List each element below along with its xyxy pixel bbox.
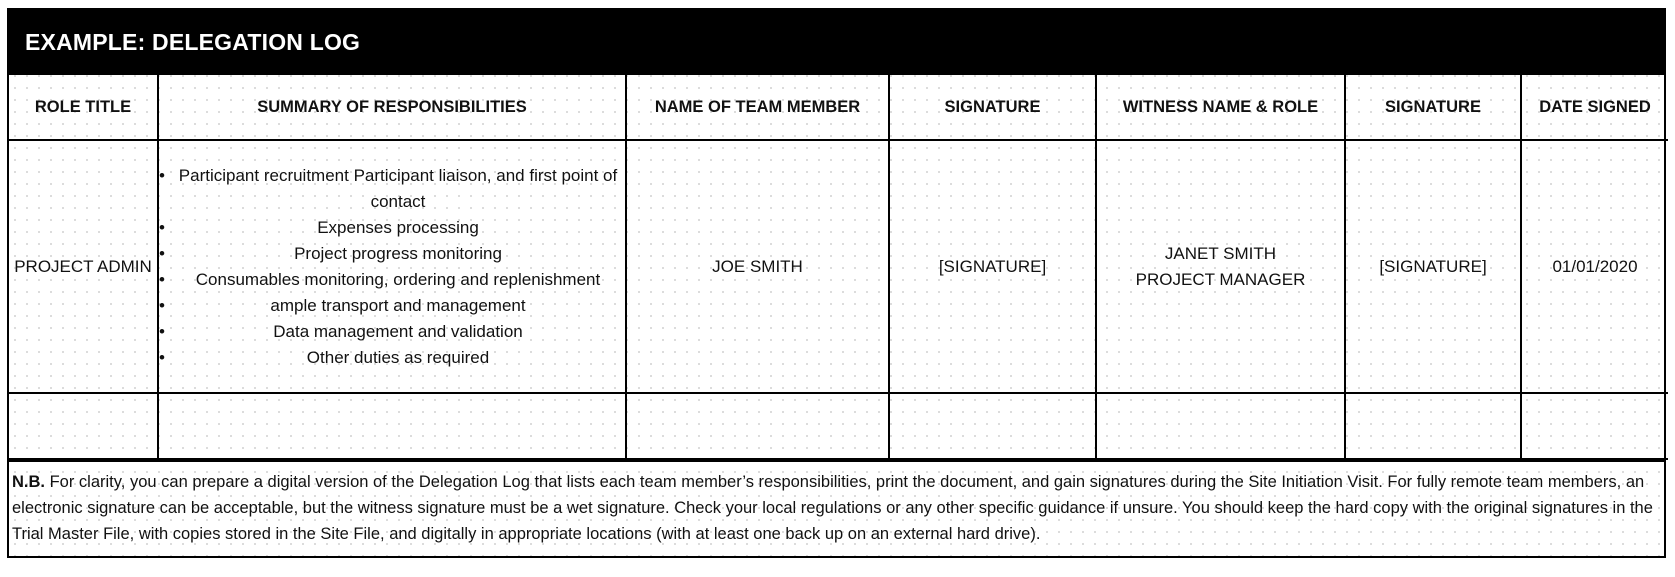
list-item: • Project progress monitoring xyxy=(159,241,625,267)
empty-cell xyxy=(1521,393,1668,459)
summary-cell xyxy=(158,140,626,393)
list-item: • Expenses processing xyxy=(159,215,625,241)
table-row xyxy=(9,140,1668,393)
role-title-cell: PROJECT ADMIN xyxy=(9,140,158,393)
header-summary: SUMMARY OF RESPONSIBILITIES xyxy=(158,75,626,140)
note-label: N.B. xyxy=(12,473,45,491)
witness-cell xyxy=(1096,140,1345,393)
delegation-log-sheet xyxy=(7,8,1666,558)
empty-cell xyxy=(1345,393,1521,459)
header-witness: WITNESS NAME & ROLE xyxy=(1096,75,1345,140)
empty-table-row xyxy=(9,393,1668,459)
note-paragraph xyxy=(9,460,1664,556)
witness-role: PROJECT MANAGER xyxy=(1135,269,1306,289)
page-title: EXAMPLE: DELEGATION LOG xyxy=(9,10,1664,75)
header-date-signed: DATE SIGNED xyxy=(1521,75,1668,140)
list-item: • Other duties as required xyxy=(159,345,625,371)
empty-cell xyxy=(626,393,889,459)
witness-name: JANET SMITH xyxy=(1164,243,1277,263)
header-row xyxy=(9,75,1668,140)
witness-signature-cell: [SIGNATURE] xyxy=(1345,140,1521,393)
signature-cell: [SIGNATURE] xyxy=(889,140,1096,393)
date-signed-cell: 01/01/2020 xyxy=(1521,140,1668,393)
header-signature: SIGNATURE xyxy=(889,75,1096,140)
delegation-log-table xyxy=(9,75,1668,460)
list-item: • Consumables monitoring, ordering and replenishment xyxy=(159,267,625,293)
responsibilities-list xyxy=(159,163,625,371)
header-witness-signature: SIGNATURE xyxy=(1345,75,1521,140)
empty-cell xyxy=(158,393,626,459)
list-item: • ample transport and management xyxy=(159,293,625,319)
empty-cell xyxy=(1096,393,1345,459)
header-team-member: NAME OF TEAM MEMBER xyxy=(626,75,889,140)
note-text: For clarity, you can prepare a digital version of the Delegation Log that lists each team member’s responsibilities, print the document, and gain signatures during the Site Initiation Visit. For fully remote team members, an electronic signature can be acceptable, but the witness signature must be a wet signature. Check your local regulations or any other specific guidance if unsure. You should keep the hard copy with the original signatures in the Trial Master File, with copies stored in the Site File, and digitally in appropriate locations (with at least one back up on an external hard drive). xyxy=(12,473,1653,543)
list-item: • Participant recruitment Participant liaison, and first point of contact xyxy=(159,163,625,215)
empty-cell xyxy=(9,393,158,459)
list-item: • Data management and validation xyxy=(159,319,625,345)
team-member-cell: JOE SMITH xyxy=(626,140,889,393)
empty-cell xyxy=(889,393,1096,459)
header-role-title: ROLE TITLE xyxy=(9,75,158,140)
